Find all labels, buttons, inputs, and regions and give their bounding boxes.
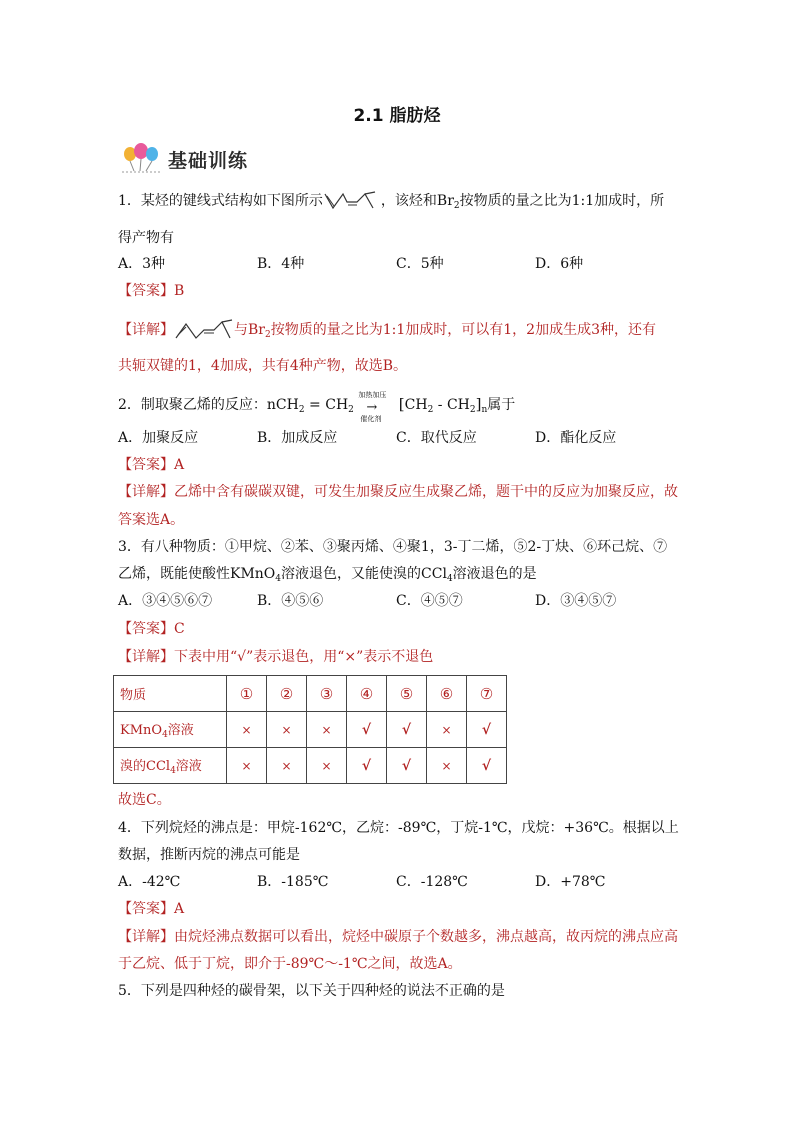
q1-option-a: A．3种: [118, 256, 166, 272]
table-cell: ×: [307, 712, 347, 748]
table-cell: ×: [307, 748, 347, 784]
q4-stem-line2: 数据，推断丙烷的沸点可能是: [118, 847, 300, 863]
q4-answer: 【答案】A: [118, 901, 185, 917]
q1-answer: 【答案】B: [118, 283, 185, 299]
table-cell: ×: [227, 712, 267, 748]
table-cell: √: [467, 748, 507, 784]
q4-option-b: B．-185℃: [257, 874, 329, 890]
page-title: 2.1 脂肪烃: [353, 106, 441, 126]
q3-table: [113, 675, 507, 784]
diene-structure-icon: [323, 190, 381, 212]
q3-option-d: D．③④⑤⑦: [535, 593, 617, 609]
arrow-icon: →: [366, 400, 378, 415]
q2-option-b: B．加成反应: [257, 430, 338, 446]
table-header-cell: ④: [347, 676, 387, 712]
table-cell: ×: [227, 748, 267, 784]
table-cell: √: [347, 748, 387, 784]
q2-stem: 2．制取聚乙烯的反应：$nCH_2 = CH_2$ 加热加压 → 催化剂 $[CH_2 - CH_2]_n$属于: [118, 391, 516, 423]
table-cell: √: [347, 712, 387, 748]
diene-structure-icon-2: [174, 318, 234, 342]
table-header-cell: ⑥: [427, 676, 467, 712]
table-row: [114, 748, 507, 784]
q3-option-a: A．③④⑤⑥⑦: [118, 593, 213, 609]
q1-option-b: B．4种: [257, 256, 305, 272]
q1-option-d: D．6种: [535, 256, 584, 272]
balloons-icon: [120, 141, 164, 175]
q2-option-d: D．酯化反应: [535, 430, 617, 446]
table-header-cell: ②: [267, 676, 307, 712]
q3-answer: 【答案】C: [118, 621, 185, 637]
q4-option-a: A．-42℃: [118, 874, 181, 890]
table-cell: √: [387, 712, 427, 748]
table-row: [114, 712, 507, 748]
table-header-cell: ③: [307, 676, 347, 712]
table-header-cell: ⑤: [387, 676, 427, 712]
q4-detail-line1: 【详解】由烷烃沸点数据可以看出，烷烃中碳原子个数越多，沸点越高，故丙烷的沸点应高: [118, 929, 678, 945]
table-cell: ×: [427, 712, 467, 748]
q3-detail-end: 故选C。: [118, 792, 171, 808]
q5-stem: 5．下列是四种烃的碳骨架，以下关于四种烃的说法不正确的是: [118, 983, 505, 999]
table-cell: √: [387, 748, 427, 784]
table-row-label: KMnO$_4$溶液: [114, 712, 227, 748]
q1-detail-line2: 共轭双键的1，4加成，共有4种产物，故选B。: [118, 358, 408, 374]
q2-option-c: C．取代反应: [396, 430, 477, 446]
q4-option-c: C．-128℃: [396, 874, 468, 890]
table-cell: √: [467, 712, 507, 748]
table-header-cell: 物质: [114, 676, 227, 712]
q1-option-c: C．5种: [396, 256, 444, 272]
banner-text: 基础训练: [168, 150, 249, 172]
q2-detail-line2: 答案选A。: [118, 512, 185, 528]
q4-detail-line2: 于乙烷、低于丁烷，即介于-89℃～-1℃之间，故选A。: [118, 956, 462, 972]
q1-stem-line1: 1．某烃的键线式结构如下图所示 ，该烃和$Br_2$按物质的量之比为1:1加成时，所: [118, 190, 664, 216]
q1-stem-line2: 得产物有: [118, 230, 174, 246]
q1-detail-line1: 【详解】 与$Br_2$按物质的量之比为1:1加成时，可以有1，2加成生成3种，还有: [118, 318, 656, 345]
table-row-label: 溴的CCl$_4$溶液: [114, 748, 227, 784]
q3-detail-line1: 【详解】下表中用“√”表示退色，用“×”表示不退色: [118, 649, 434, 665]
table-row: [114, 676, 507, 712]
table-cell: ×: [427, 748, 467, 784]
q4-stem-line1: 4．下列烷烃的沸点是：甲烷-162℃，乙烷：-89℃，丁烷-1℃，戊烷：+36℃。根据以上: [118, 820, 679, 836]
q2-option-a: A．加聚反应: [118, 430, 199, 446]
q3-stem-line1: 3．有八种物质：①甲烷、②苯、③聚丙烯、④聚1，3-丁二烯，⑤2-丁炔、⑥环己烷、⑦: [118, 539, 668, 555]
q4-option-d: D．+78℃: [535, 874, 606, 890]
table-cell: ×: [267, 712, 307, 748]
q3-option-b: B．④⑤⑥: [257, 593, 324, 609]
reaction-arrow: 加热加压 → 催化剂: [358, 391, 387, 423]
table-header-cell: ①: [227, 676, 267, 712]
q3-option-c: C．④⑤⑦: [396, 593, 463, 609]
section-banner: [120, 141, 280, 175]
q3-stem-line2: 乙烯，既能使酸性KMnO$_4$溶液退色，又能使溴的CCl$_4$溶液退色的是: [118, 566, 537, 584]
q2-answer: 【答案】A: [118, 457, 185, 473]
q2-detail-line1: 【详解】乙烯中含有碳碳双键，可发生加聚反应生成聚乙烯，题干中的反应为加聚反应，故: [118, 484, 678, 500]
table-cell: ×: [267, 748, 307, 784]
table-header-cell: ⑦: [467, 676, 507, 712]
